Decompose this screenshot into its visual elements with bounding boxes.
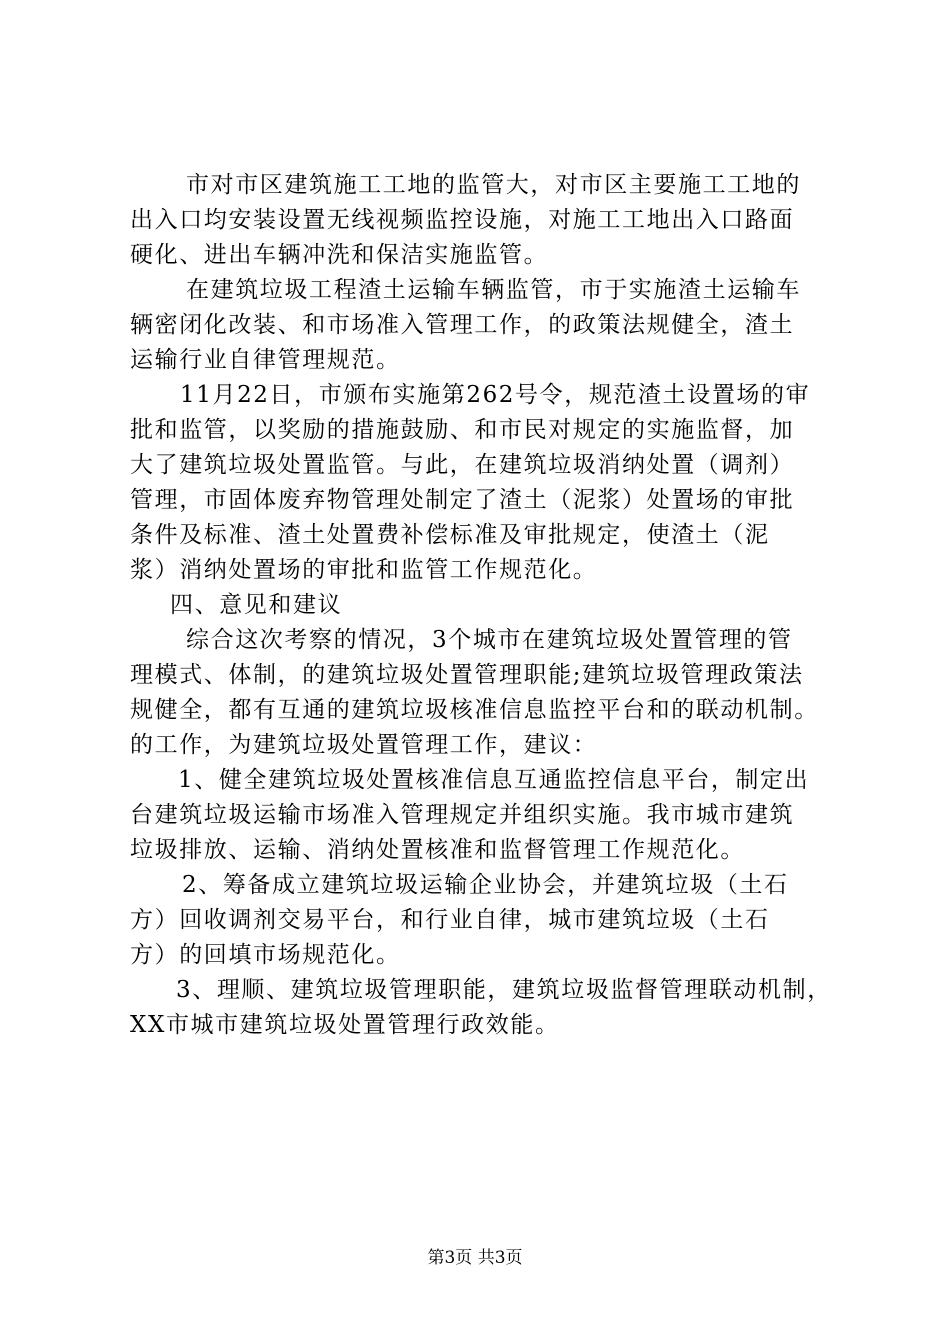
text-line: 出入口均安装设置无线视频监控设施，对施工工地出入口路面 <box>130 207 795 233</box>
page-footer: 第3页 共3页 <box>427 1248 523 1268</box>
text-line: 1、健全建筑垃圾处置核准信息互通监控信息平台，制定出 <box>178 767 810 793</box>
paragraph <box>130 588 830 623</box>
text-line: 大了建筑垃圾处置监管。与此，在建筑垃圾消纳处置（调剂） <box>130 452 795 478</box>
text-line: 浆）消纳处置场的审批和监管工作规范化。 <box>130 557 598 583</box>
text-line: 规健全，都有互通的建筑垃圾核准信息监控平台和的联动机制。 <box>130 697 819 723</box>
text-line: 辆密闭化改装、和市场准入管理工作，的政策法规健全，渣土 <box>130 312 795 338</box>
paragraph <box>130 868 830 973</box>
text-line: 四、意见和建议 <box>170 592 343 618</box>
text-line: 市对市区建筑施工工地的监管大，对市区主要施工工地的 <box>186 172 801 198</box>
text-line: 条件及标准、渣土处置费补偿标准及审批规定，使渣土（泥 <box>130 522 770 548</box>
text-line: 11月22日，市颁布实施第262号令，规范渣土设置场的审 <box>180 382 811 408</box>
paragraph <box>130 273 830 378</box>
text-line: 硬化、进出车辆冲洗和保洁实施监管。 <box>130 242 549 268</box>
text-line: 运输行业自律管理规范。 <box>130 347 401 373</box>
text-line: 批和监管，以奖励的措施鼓励、和市民对规定的实施监督，加 <box>130 417 795 443</box>
text-line: 理模式、体制，的建筑垃圾处置管理职能;建筑垃圾管理政策法 <box>130 662 804 688</box>
text-line: 方）回收调剂交易平台，和行业自律，城市建筑垃圾（土石 <box>130 907 770 933</box>
paragraph <box>130 973 830 1043</box>
document-body <box>130 168 830 1043</box>
paragraph <box>130 168 830 273</box>
text-line: 台建筑垃圾运输市场准入管理规定并组织实施。我市城市建筑 <box>130 802 795 828</box>
text-line: 2、筹备成立建筑垃圾运输企业协会，并建筑垃圾（土石 <box>182 872 789 898</box>
text-line: 方）的回填市场规范化。 <box>130 942 401 968</box>
text-line: 综合这次考察的情况，3个城市在建筑垃圾处置管理的管 <box>186 627 793 653</box>
paragraph <box>130 623 830 763</box>
text-line: 管理，市固体废弃物管理处制定了渣土（泥浆）处置场的审批 <box>130 487 795 513</box>
paragraph <box>130 378 830 588</box>
paragraph <box>130 763 830 868</box>
text-line: XX市城市建筑垃圾处置管理行政效能。 <box>130 1012 560 1038</box>
text-line: 的工作，为建筑垃圾处置管理工作，建议： <box>130 732 598 758</box>
text-line: 垃圾排放、运输、消纳处置核准和监督管理工作规范化。 <box>130 837 745 863</box>
text-line: 3、理顺、建筑垃圾管理职能，建筑垃圾监督管理联动机制， <box>176 977 832 1003</box>
text-line: 在建筑垃圾工程渣土运输车辆监管，市于实施渣土运输车 <box>186 277 801 303</box>
